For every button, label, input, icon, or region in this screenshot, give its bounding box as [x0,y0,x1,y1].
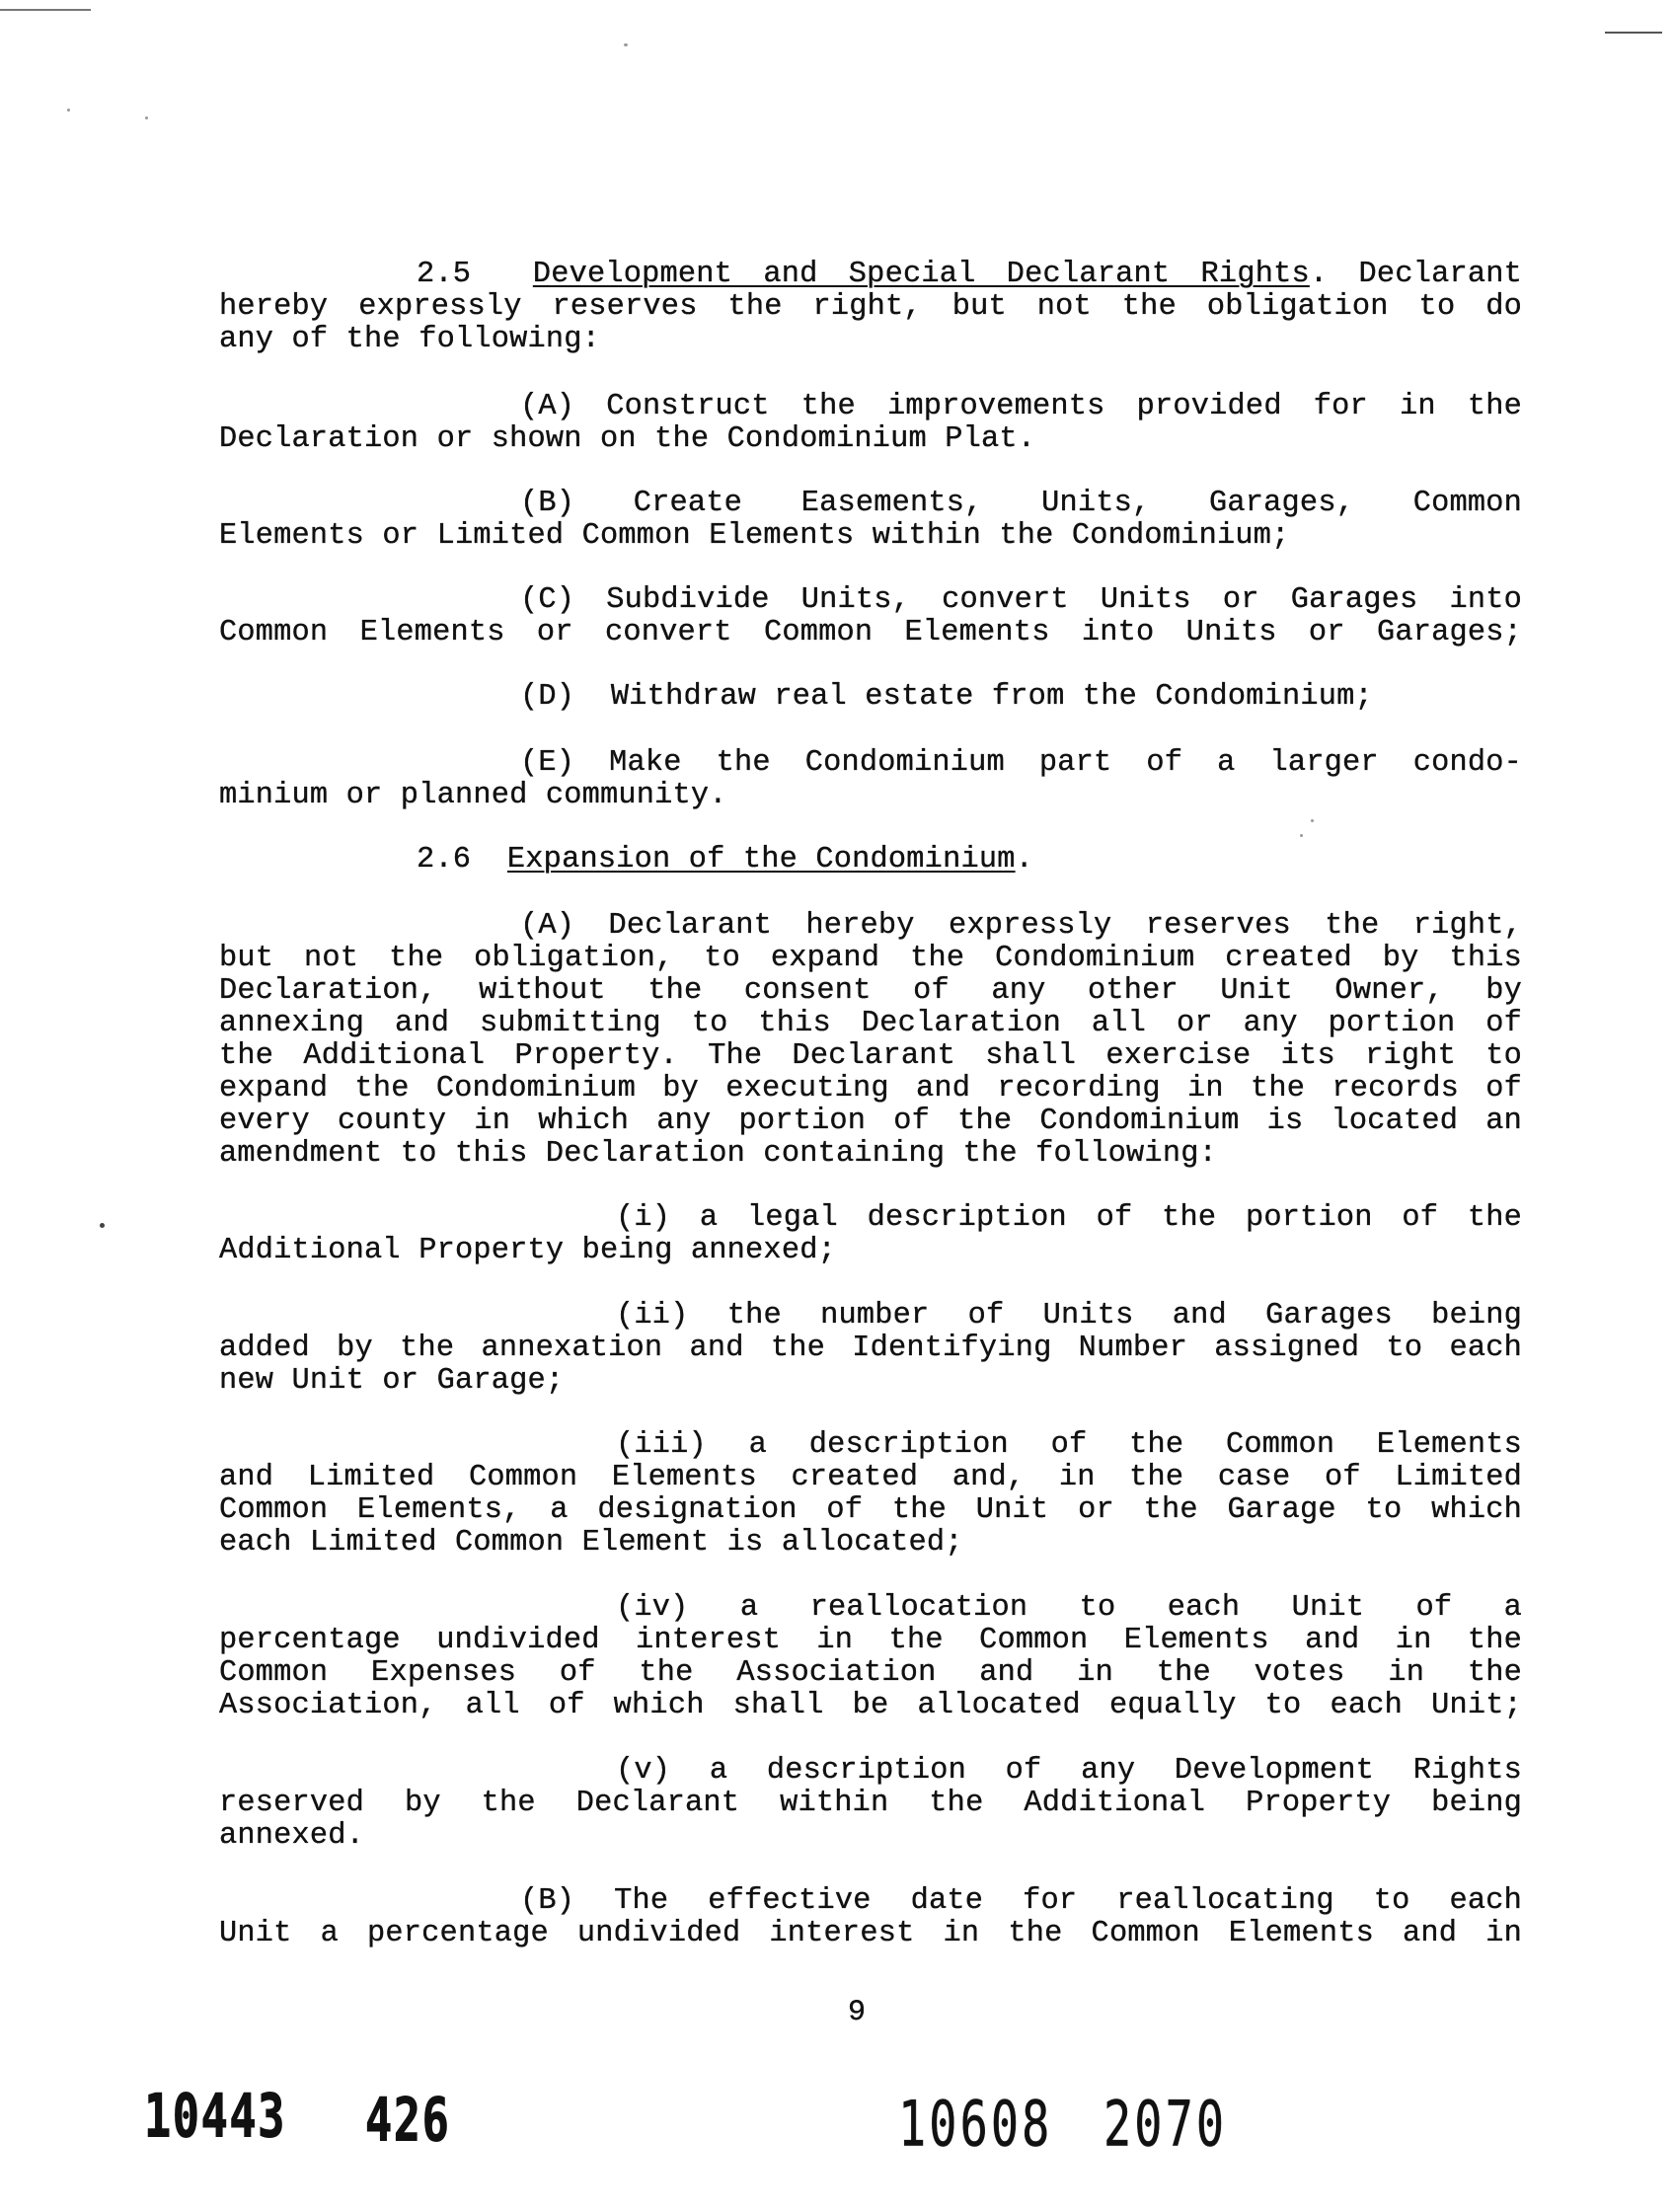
item-marker: (C) [520,583,575,617]
section-2-6-para-a [219,910,1522,1171]
paragraph-line: Declaration, without the consent of any other Unit Owner, by [219,974,1522,1008]
item-first-line [219,747,1522,780]
item-marker: (B) [520,487,575,520]
item-text: Construct the improvements provided for in the [606,390,1522,423]
item-marker: (D) [520,680,575,714]
sub-item-first-line [219,1429,1522,1462]
item-text: Create Easements, Units, Garages, Common [633,487,1522,520]
sub-item-marker: (iv) [616,1591,689,1625]
section-heading: Development and Special Declarant Rights [532,258,1310,291]
item-text: Declarant hereby expressly reserves the right, [608,909,1522,943]
scan-edge-mark [0,9,91,11]
paragraph-line: percentage undivided interest in the Common Elements and in the [219,1624,1522,1657]
scan-speck [145,116,148,119]
paragraph-line: and Limited Common Elements created and, in the case of Limited [219,1461,1522,1494]
scan-speck [100,1223,105,1228]
sub-item-marker: (i) [616,1201,671,1235]
recording-stamp-book-left: 10443 [144,2081,286,2152]
sub-item-i [219,1202,1522,1267]
item-a [219,391,1522,456]
item-first-line [219,1885,1522,1918]
item-marker: (A) [520,390,575,423]
section-heading: Expansion of the Condominium [506,843,1016,877]
scan-edge-mark [1605,32,1662,34]
sub-item-text: the number of Units and Garages being [726,1299,1522,1333]
item-b [219,488,1522,553]
paragraph-line: expand the Condominium by executing and recording in the records of [219,1072,1522,1106]
paragraph-line: the Additional Property. The Declarant shall exercise its right to [219,1039,1522,1073]
sub-item-text: a reallocation to each Unit of a [739,1591,1522,1625]
item-text: Withdraw real estate from the Condominium; [610,680,1373,714]
paragraph-line: annexing and submitting to this Declaration all or any portion of [219,1007,1522,1040]
sub-item-text: a description of the Common Elements [748,1428,1522,1462]
sub-item-ii [219,1300,1522,1398]
sub-item-marker: (v) [616,1754,671,1788]
paragraph-line: Common Elements or convert Common Elements into Units or Garages; [219,616,1522,649]
item-marker: (E) [520,746,575,780]
sub-item-iv [219,1592,1522,1722]
paragraph-line: annexed. [219,1819,365,1853]
sub-item-text: a legal description of the portion of the [699,1201,1523,1235]
sub-item-text: a description of any Development Rights [709,1754,1522,1788]
paragraph-line: every county in which any portion of the Condominium is located an [219,1105,1522,1138]
section-2-5-intro [219,259,1522,356]
section-text: . Declarant [1309,258,1522,291]
sub-item-first-line [219,1755,1522,1788]
recording-stamp-page-right: 2070 [1103,2089,1228,2162]
paragraph-line: Common Expenses of the Association and in the votes in the [219,1656,1522,1690]
section-2-6-para-b [219,1885,1522,1950]
sub-item-first-line [219,1202,1522,1235]
paragraph-line: hereby expressly reserves the right, but not the obligation to do [219,290,1522,324]
scan-speck [1311,819,1314,822]
paragraph-line: Declaration or shown on the Condominium Plat. [219,422,1036,456]
paragraph-line: added by the annexation and the Identifying Number assigned to each [219,1332,1522,1365]
paragraph-line: minium or planned community. [219,779,727,812]
scan-speck [67,109,70,112]
item-first-line [219,488,1522,520]
paragraph-line: new Unit or Garage; [219,1364,565,1398]
item-text: The effective date for reallocating to each [614,1884,1522,1918]
item-text: Make the Condominium part of a larger condo- [609,746,1522,780]
paragraph-line: amendment to this Declaration containing the following: [219,1137,1217,1171]
item-e [219,747,1522,812]
sub-item-v [219,1755,1522,1853]
item-first-line [219,391,1522,423]
sub-item-first-line [219,1300,1522,1333]
item-first-line [219,681,1522,714]
paragraph-line: but not the obligation, to expand the Condominium created by this [219,942,1522,975]
scan-speck [1300,834,1303,837]
paragraph-line: Additional Property being annexed; [219,1234,836,1267]
section-number: 2.6 [417,843,472,877]
paragraph-line: Association, all of which shall be allocated equally to each Unit; [219,1689,1522,1722]
item-d [219,681,1522,714]
paragraph-line: Elements or Limited Common Elements within the Condominium; [219,519,1290,553]
sub-item-marker: (ii) [616,1299,689,1333]
sub-item-iii [219,1429,1522,1560]
sub-item-first-line [219,1592,1522,1625]
section-number: 2.5 [417,258,472,291]
item-marker: (B) [520,1884,575,1918]
item-text: Subdivide Units, convert Units or Garages into [606,583,1522,617]
paragraph-line: Common Elements, a designation of the Unit or the Garage to which [219,1493,1522,1527]
paragraph-line: reserved by the Declarant within the Additional Property being [219,1787,1522,1820]
paragraph-line: any of the following: [219,323,601,356]
scan-speck [624,43,628,46]
recording-stamp-page-left: 426 [365,2085,451,2156]
recording-stamp-book-right: 10608 [898,2089,1053,2162]
page-number: 9 [847,1996,866,2029]
section-heading-line [219,844,1522,877]
item-first-line [219,910,1522,943]
paragraph-line: each Limited Common Element is allocated; [219,1526,963,1560]
item-c [219,584,1522,649]
item-marker: (A) [520,909,575,943]
section-text: . [1015,843,1033,877]
section-2-6-heading [219,844,1522,877]
section-2-5-first-line [219,259,1522,291]
item-first-line [219,584,1522,617]
sub-item-marker: (iii) [616,1428,707,1462]
paragraph-line: Unit a percentage undivided interest in the Common Elements and in [219,1917,1522,1950]
